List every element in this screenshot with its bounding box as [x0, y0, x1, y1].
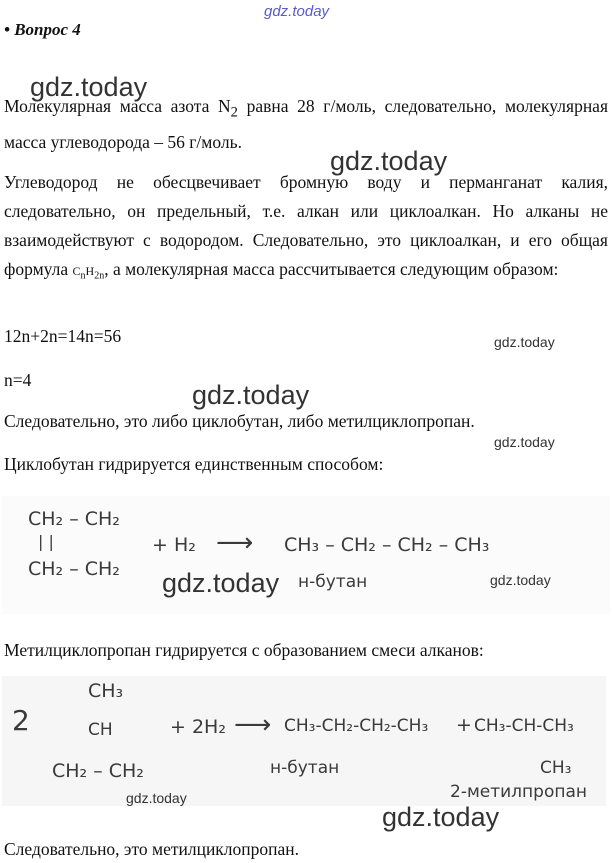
watermark: gdz.today [382, 802, 500, 832]
ring-bottom: CH₂ – CH₂ [28, 558, 120, 580]
product-name-butane: н-бутан [270, 758, 340, 778]
product-isobutane: CH₃-CH-CH₃ [474, 716, 574, 736]
paragraph-final-conclusion: Следовательно, это метилциклопропан. [4, 839, 300, 859]
ring-top: CH₂ – CH₂ [28, 508, 120, 530]
isobutane-branch: CH₃ [540, 758, 572, 778]
handwritten-reaction-cyclobutane [2, 496, 610, 614]
paragraph-conclusion-options: Следовательно, это либо циклобутан, либо метилциклопропан. [4, 411, 475, 431]
watermark: gdz.today [30, 72, 148, 102]
product-name-methylpropane: 2-метилпропан [450, 782, 588, 802]
reaction-number: 2 [12, 704, 30, 737]
watermark: gdz.today [490, 572, 551, 588]
watermark-top: gdz.today [264, 3, 330, 20]
paragraph-cyclobutane: Циклобутан гидрируется единственным способом: [4, 454, 384, 474]
reaction-arrow: ⟶ [234, 710, 272, 740]
handwritten-reaction-methylcyclopropane [2, 676, 606, 806]
methyl-group: CH₃ [88, 680, 124, 702]
plus-sign: + [456, 714, 472, 736]
watermark: gdz.today [162, 568, 280, 598]
plus-hydrogen: + H₂ [152, 534, 196, 556]
general-formula: $C_nH_{2n}$ [72, 264, 105, 282]
paragraph-molar-mass: Молекулярная масса азота $N_2$ равна 28 г/моль, следовательно, молекулярная масса углеводорода – 56 г/моль. [4, 96, 608, 152]
ring-ch: CH [88, 720, 113, 740]
watermark: gdz.today [494, 334, 555, 350]
watermark: gdz.today [494, 434, 555, 450]
watermark: gdz.today [126, 790, 187, 806]
question-heading: • Вопрос 4 [4, 20, 81, 39]
watermark: gdz.today [192, 380, 310, 410]
plus-hydrogen: + 2H₂ [170, 716, 226, 738]
paragraph-methylcyclopropane: Метилциклопропан гидрируется с образованием смеси алканов: [4, 640, 484, 660]
product-butane: CH₃-CH₂-CH₂-CH₃ [284, 716, 429, 736]
paragraph-reasoning: Углеводород не обесцвечивает бромную воду и перманганат калия, следовательно, он предельный, т.е. алкан или циклоалкан. Но алканы не взаимодействуют с водородом. Следовательно, это циклоалкан, и его общая формула $C_nH_{2n}$, а молекулярная масса рассчитывается следующим образом: [4, 172, 608, 282]
watermark: gdz.today [330, 146, 448, 176]
product-butane: CH₃ – CH₂ – CH₂ – CH₃ [284, 534, 490, 556]
reaction-arrow: ⟶ [216, 528, 254, 558]
ring-bottom: CH₂ – CH₂ [52, 760, 144, 782]
product-name: н-бутан [298, 572, 368, 592]
equation-molar-mass: 12n+2n=14n=56 [4, 326, 122, 346]
equation-n: n=4 [4, 370, 32, 390]
ring-bonds: | | [38, 532, 54, 551]
